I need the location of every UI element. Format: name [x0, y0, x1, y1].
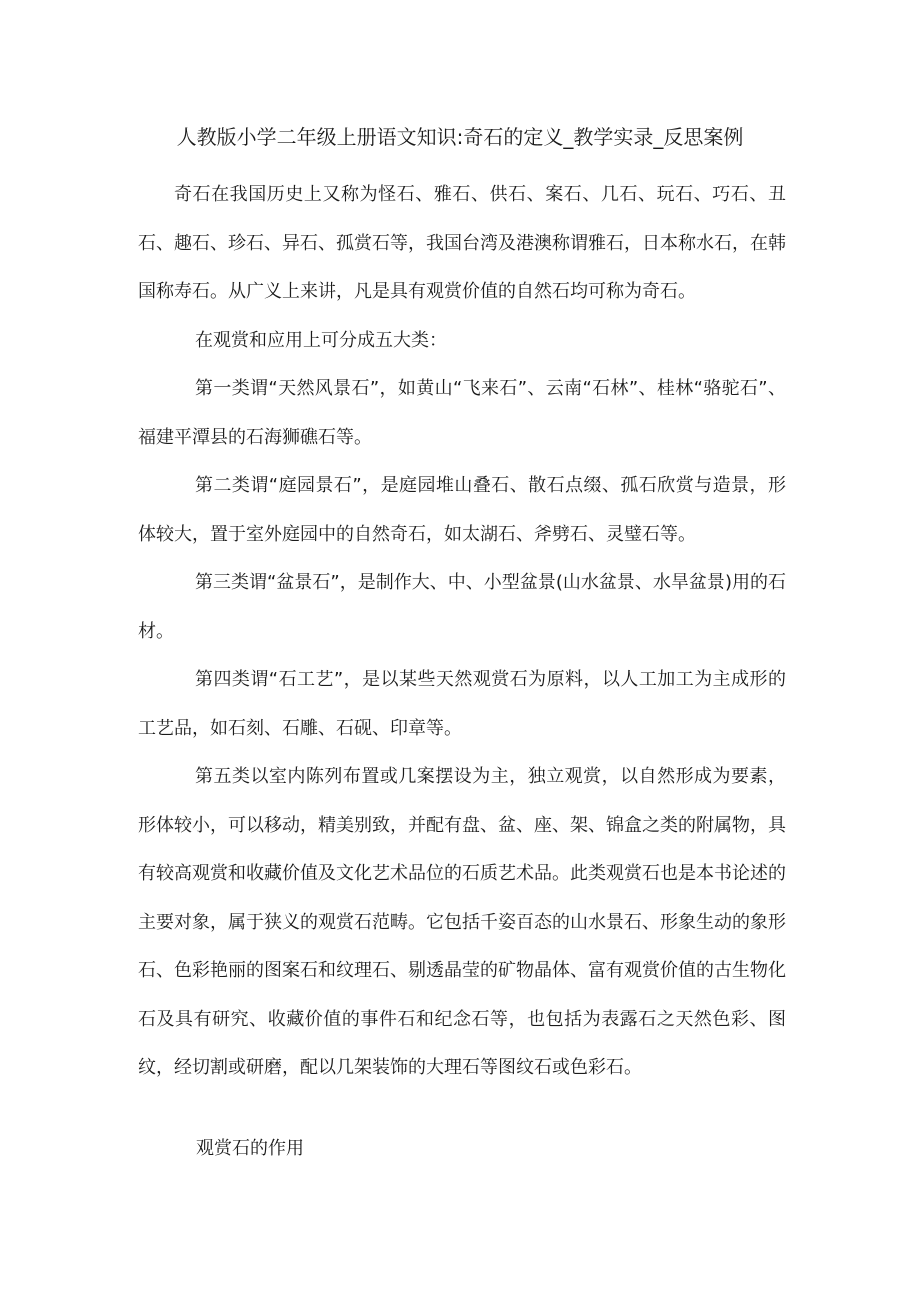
- paragraph-category-4: 第四类谓“石工艺”，是以某些天然观赏石为原料，以人工加工为主成形的工艺品，如石刻、石雕、石砚、印章等。: [138, 669, 786, 739]
- paragraph-category-3: 第三类谓“盆景石”，是制作大、中、小型盆景(山水盆景、水旱盆景)用的石材。: [138, 572, 786, 642]
- paragraph-category-5: 第五类以室内陈列布置或几案摆设为主，独立观赏，以自然形成为要素，形体较小，可以移动，精美别致，并配有盘、盆、座、架、锦盒之类的附属物，具有较高观赏和收藏价值及文化艺术品位的石质艺术品。此类观赏石也是本书论述的主要对象，属于狭义的观赏石范畴。它包括千姿百态的山水景石、形象生动的象形石、色彩艳丽的图案石和纹理石、剔透晶莹的矿物晶体、富有观赏价值的古生物化石及具有研究、收藏价值的事件石和纪念石等，也包括为表露石之天然色彩、图纹，经切割或研磨，配以几架装饰的大理石等图纹石或色彩石。: [138, 766, 786, 1078]
- paragraph-categories-intro: 在观赏和应用上可分成五大类：: [195, 329, 447, 351]
- paragraph-category-2: 第二类谓“庭园景石”，是庭园堆山叠石、散石点缀、孤石欣赏与造景，形体较大，置于室外庭园中的自然奇石，如太湖石、斧劈石、灵璧石等。: [138, 475, 786, 545]
- paragraph-intro: 奇石在我国历史上又称为怪石、雅石、供石、案石、几石、玩石、巧石、丑石、趣石、珍石、异石、孤赏石等，我国台湾及港澳称谓雅石，日本称水石，在韩国称寿石。从广义上来讲，凡是具有观赏价值的自然石均可称为奇石。: [138, 184, 786, 302]
- section-heading: 观赏石的作用: [196, 1138, 304, 1159]
- paragraph-category-1: 第一类谓“天然风景石”，如黄山“飞来石”、云南“石林”、桂林“骆驼石”、福建平潭县的石海狮礁石等。: [138, 378, 786, 448]
- document-body: [138, 171, 786, 1093]
- document-title: 人教版小学二年级上册语文知识:奇石的定义_教学实录_反思案例: [176, 125, 744, 149]
